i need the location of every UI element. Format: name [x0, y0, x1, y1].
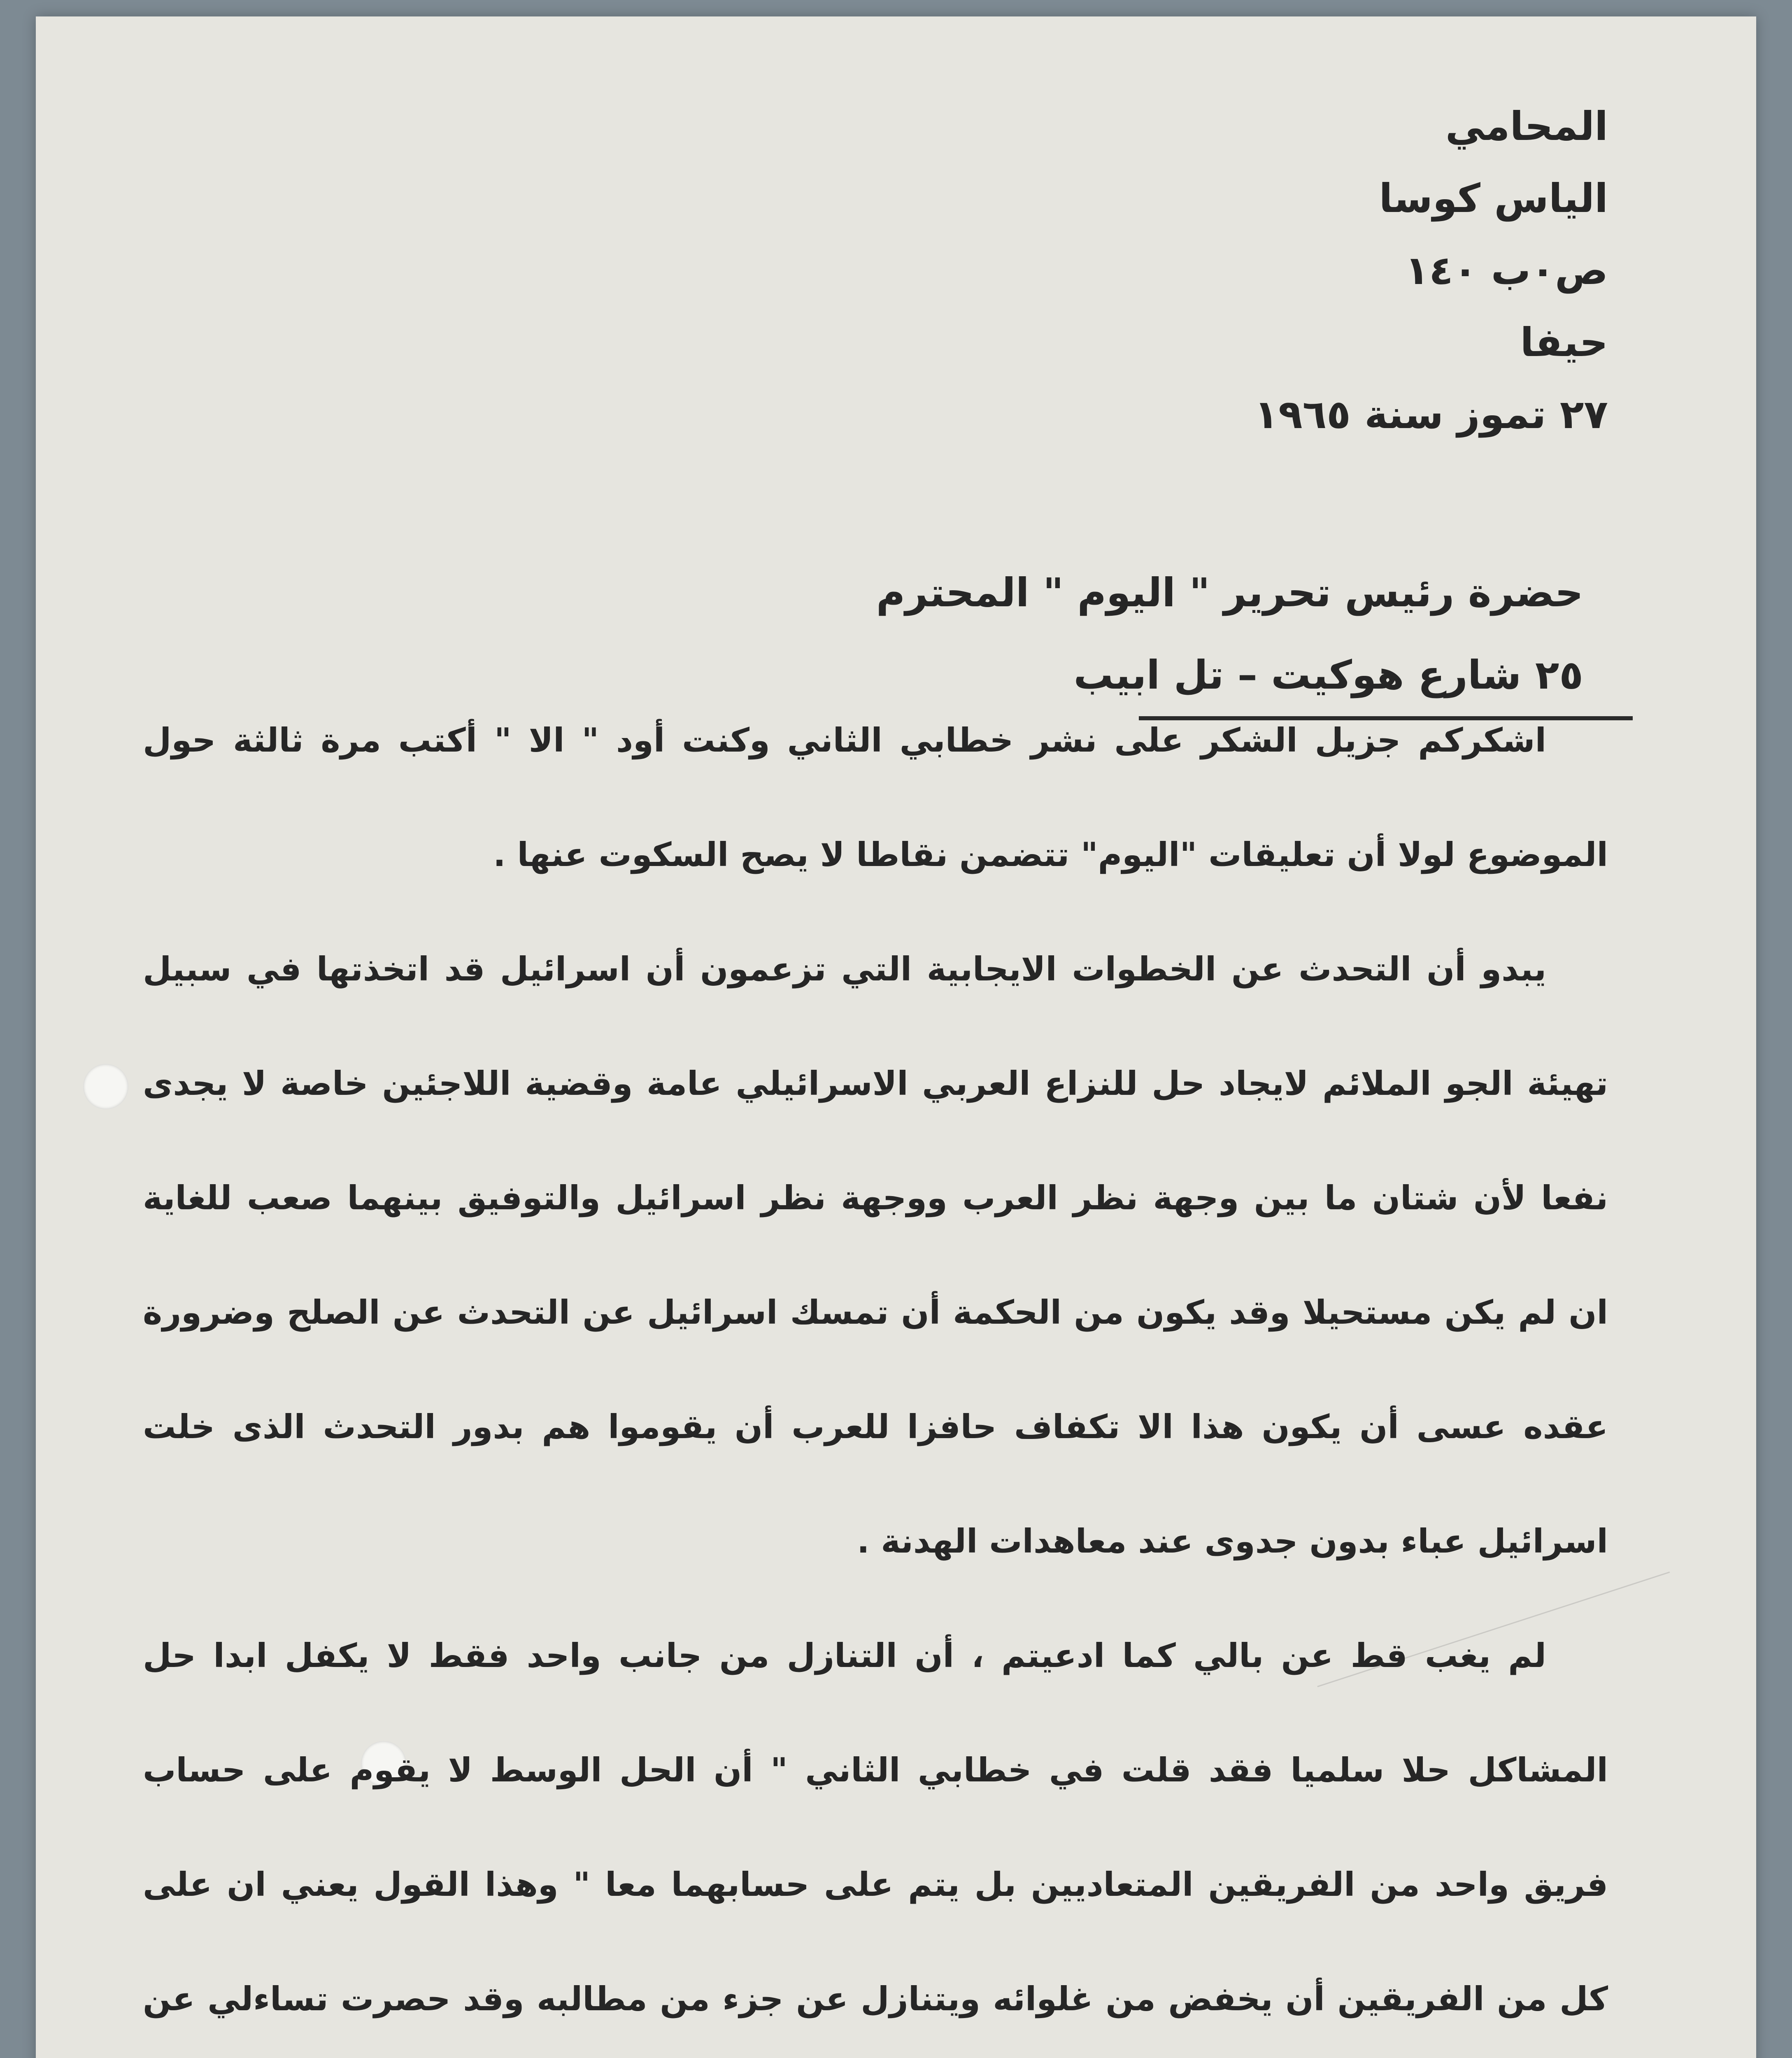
letterhead-name: الياس كوسا [1379, 175, 1608, 221]
paragraph: يبدو أن التحدث عن الخطوات الايجابية التي تزعمون أن اسرائيل قد اتخذتها في سبيل تهيئة الجو الملائم لايجاد حل للنزاع العربي الاسرائيلي عامة وقضية اللاجئين خاصة لا يجدى نفعا لأن شتان ما بين وجهة نظر العرب ووجهة نظر اسرائيل والتوفيق بينهما صعب للغاية ان لم يكن مستحيلا وقد يكون من الحكمة أن تمسك اسرائيل عن التحدث عن الصلح وضرورة عقده عسى أن يكون هذا الا تكفاف حافزا للعرب أن يقوموا هم بدور التحدث الذى خلت اسرائيل عباء بدون جدوى عند معاهدات الهدنة . [143, 950, 1608, 1560]
recipient-line: حضرة رئيس تحرير " اليوم " المحترم [876, 570, 1583, 616]
letter-page [36, 16, 1756, 2058]
letterhead-pobox: ص٠ب ١٤٠ [1405, 247, 1608, 293]
punch-hole [83, 1064, 128, 1109]
letterhead-city: حيفا [1520, 319, 1608, 366]
letter-date: ٢٧ تموز سنة ١٩٦٥ [1254, 391, 1608, 438]
letterhead [1254, 91, 1608, 451]
letterhead-title: المحامي [1445, 103, 1608, 149]
paragraph: لم يغب قط عن بالي كما ادعيتم ، أن التنازل من جانب واحد فقط لا يكفل ابدا حل المشاكل حلا سلميا فقد قلت في خطابي الثاني " أن الحل الوسط لا يقوم على حساب فريق واحد من الفريقين المتعاديين بل يتم على حسابهما معا " وهذا القول يعني ان على كل من الفريقين أن يخفض من غلوائه ويتنازل عن جزء من مطالبه وقد حصرت تساءلي عن [143, 1637, 1608, 2018]
letter-body [143, 683, 1608, 2058]
recipient-address: ٢٥ شارع هوكيت – تل ابيب [1073, 652, 1583, 698]
paragraph: اشكركم جزيل الشكر على نشر خطابي الثاني وكنت أود " الا " أكتب مرة ثالثة حول الموضوع لولا أن تعليقات "اليوم" تتضمن نقاطا لا يصح السكوت عنها . [143, 721, 1608, 874]
